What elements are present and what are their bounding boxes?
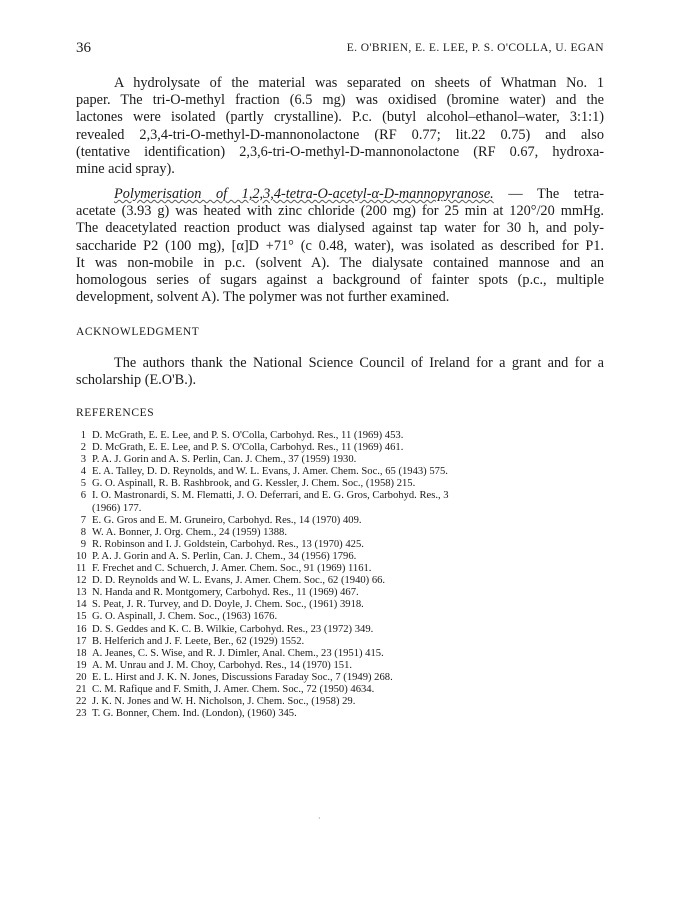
acknowledgment-heading: ACKNOWLEDGMENT (76, 326, 200, 338)
reference-item (76, 442, 606, 454)
reference-number: 16 (76, 623, 87, 635)
reference-number: 3 (80, 454, 86, 466)
reference-item (76, 575, 606, 587)
reference-number: 4 (80, 466, 86, 478)
reference-item (76, 587, 606, 599)
reference-item (76, 466, 606, 478)
subsection-heading: Polymerisation of 1,2,3,4-tetra-O-acetyl-α-D-mannopyranose. (114, 186, 494, 202)
reference-text: A. Jeanes, C. S. Wise, and R. J. Dimler, Anal. Chem., 23 (1951) 415. (92, 647, 384, 659)
references-list (76, 430, 606, 720)
reference-number: 20 (76, 671, 87, 683)
reference-continuation: (1966) 177. (92, 502, 142, 514)
reference-text: D. S. Geddes and K. C. B. Wilkie, Carbohyd. Res., 23 (1972) 349. (92, 623, 374, 635)
page-header (76, 40, 604, 60)
reference-item (76, 515, 606, 527)
reference-item (76, 454, 606, 466)
reference-number: 9 (80, 538, 86, 550)
reference-item (76, 430, 606, 442)
reference-number: 13 (76, 587, 87, 599)
reference-text: P. A. J. Gorin and A. S. Perlin, Can. J. Chem., 37 (1959) 1930. (92, 454, 357, 466)
reference-text: R. Robinson and I. J. Goldstein, Carbohyd. Res., 13 (1970) 425. (92, 538, 364, 550)
text-line: lactones were isolated (partly crystalline). P.c. (butyl alcohol–ethanol–water, 3:1:1) (76, 109, 604, 126)
reference-number: 8 (80, 526, 86, 538)
text-line: (tentative identification) 2,3,6-tri-O-methyl-D-mannonolactone (RF 0.67, hydroxa- (76, 143, 604, 160)
reference-number: 12 (76, 575, 87, 587)
reference-text: F. Frechet and C. Schuerch, J. Amer. Chem. Soc., 91 (1969) 1161. (92, 563, 372, 575)
reference-text: I. O. Mastronardi, S. M. Flematti, J. O. Deferrari, and E. G. Gros, Carbohyd. Res., 3 (92, 490, 449, 502)
text-line: revealed 2,3,4-tri-O-methyl-D-mannonolactone (RF 0.77; lit.22 0.75) and also (76, 126, 604, 143)
reference-text: D. McGrath, E. E. Lee, and P. S. O'Colla, Carbohyd. Res., 11 (1969) 461. (92, 442, 404, 454)
reference-number: 1 (80, 430, 86, 441)
reference-number: 6 (80, 490, 86, 502)
reference-item (76, 708, 606, 720)
reference-text: A. M. Unrau and J. M. Choy, Carbohyd. Res., 14 (1970) 151. (92, 659, 353, 671)
reference-text: J. K. N. Jones and W. H. Nicholson, J. Chem. Soc., (1958) 29. (92, 696, 356, 708)
reference-item (76, 684, 606, 696)
text-line: The authors thank the National Science Council of Ireland for a grant and for a (114, 355, 604, 371)
reference-text: G. O. Aspinall, R. B. Rashbrook, and G. Kessler, J. Chem. Soc., (1958) 215. (92, 478, 416, 490)
reference-item (76, 611, 606, 623)
reference-text: T. G. Bonner, Chem. Ind. (London), (1960) 345. (92, 708, 297, 720)
reference-text: E. G. Gros and E. M. Gruneiro, Carbohyd. Res., 14 (1970) 409. (92, 514, 362, 526)
running-head: E. O'BRIEN, E. E. LEE, P. S. O'COLLA, U. EGAN (346, 42, 604, 54)
reference-item (76, 490, 606, 502)
paragraph-acknowledgment (76, 355, 604, 389)
reference-item (76, 478, 606, 490)
reference-number: 23 (76, 708, 87, 720)
reference-number: 14 (76, 599, 87, 611)
paragraph-hydrolysate (76, 75, 604, 178)
text-line: The deacetylated reaction product was dialysed against tap water for 30 h, and poly- (76, 220, 604, 237)
reference-number: 17 (76, 635, 87, 647)
text-line: paper. The tri-O-methyl fraction (6.5 mg) was oxidised (bromine water) and the (76, 92, 604, 109)
text-line: homologous series of sugars against a background of fainter spots (p.c., multiple (76, 272, 604, 289)
reference-number: 18 (76, 647, 87, 659)
reference-number: 11 (76, 563, 87, 575)
reference-item (76, 696, 606, 708)
reference-text: G. O. Aspinall, J. Chem. Soc., (1963) 1676. (92, 611, 278, 623)
text-line: saccharide P2 (100 mg), [α]D +71° (c 0.48, water), was isolated as described for P1. (76, 237, 604, 254)
reference-text: W. A. Bonner, J. Org. Chem., 24 (1959) 1388. (92, 526, 287, 538)
text-line: A hydrolysate of the material was separated on sheets of Whatman No. 1 (114, 75, 604, 91)
text-line: scholarship (E.O'B.). (76, 372, 197, 389)
text-line: It was non-mobile in p.c. (solvent A). The dialysate contained mannose and an (76, 254, 604, 271)
reference-number: 7 (80, 514, 86, 526)
text-line: development, solvent A). The polymer was not further examined. (76, 289, 450, 306)
text-line: acetate (3.93 g) was heated with zinc chloride (200 mg) for 25 min at 120°/20 mmHg. (76, 203, 604, 220)
reference-number: 15 (76, 611, 87, 623)
reference-text: D. D. Reynolds and W. L. Evans, J. Amer. Chem. Soc., 62 (1940) 66. (92, 575, 386, 587)
reference-item (76, 527, 606, 539)
reference-text: P. A. J. Gorin and A. S. Perlin, Can. J. Chem., 34 (1956) 1796. (92, 550, 357, 562)
reference-number: 5 (80, 478, 86, 490)
reference-number: 10 (76, 550, 87, 562)
reference-item (76, 648, 606, 660)
reference-item (76, 539, 606, 551)
text-fragment: — The tetra- (493, 186, 604, 202)
reference-item (76, 672, 606, 684)
reference-number: 22 (76, 696, 87, 708)
reference-item (76, 660, 606, 672)
references-heading: REFERENCES (76, 407, 155, 419)
reference-text: N. Handa and R. Montgomery, Carbohyd. Res., 11 (1969) 467. (92, 587, 359, 599)
reference-item (76, 563, 606, 575)
text-line (76, 186, 604, 203)
reference-item (76, 624, 606, 636)
reference-item (76, 551, 606, 563)
reference-text: S. Peat, J. R. Turvey, and D. Doyle, J. Chem. Soc., (1961) 3918. (92, 599, 364, 611)
reference-number: 2 (80, 442, 86, 454)
reference-text: E. L. Hirst and J. K. N. Jones, Discussions Faraday Soc., 7 (1949) 268. (92, 671, 393, 683)
reference-text: E. A. Talley, D. D. Reynolds, and W. L. Evans, J. Amer. Chem. Soc., 65 (1943) 575. (92, 466, 448, 478)
text-line: mine acid spray). (76, 161, 175, 178)
reference-item (76, 636, 606, 648)
reference-text: C. M. Rafique and F. Smith, J. Amer. Chem. Soc., 72 (1950) 4634. (92, 683, 375, 695)
stray-mark: · (318, 814, 321, 823)
reference-item (76, 599, 606, 611)
reference-text: B. Helferich and J. F. Leete, Ber., 62 (1929) 1552. (92, 635, 305, 647)
reference-number: 21 (76, 683, 87, 695)
reference-text: D. McGrath, E. E. Lee, and P. S. O'Colla, Carbohyd. Res., 11 (1969) 453. (92, 430, 404, 441)
page-number: 36 (76, 40, 91, 56)
paragraph-polymerisation (76, 186, 604, 306)
reference-number: 19 (76, 659, 87, 671)
